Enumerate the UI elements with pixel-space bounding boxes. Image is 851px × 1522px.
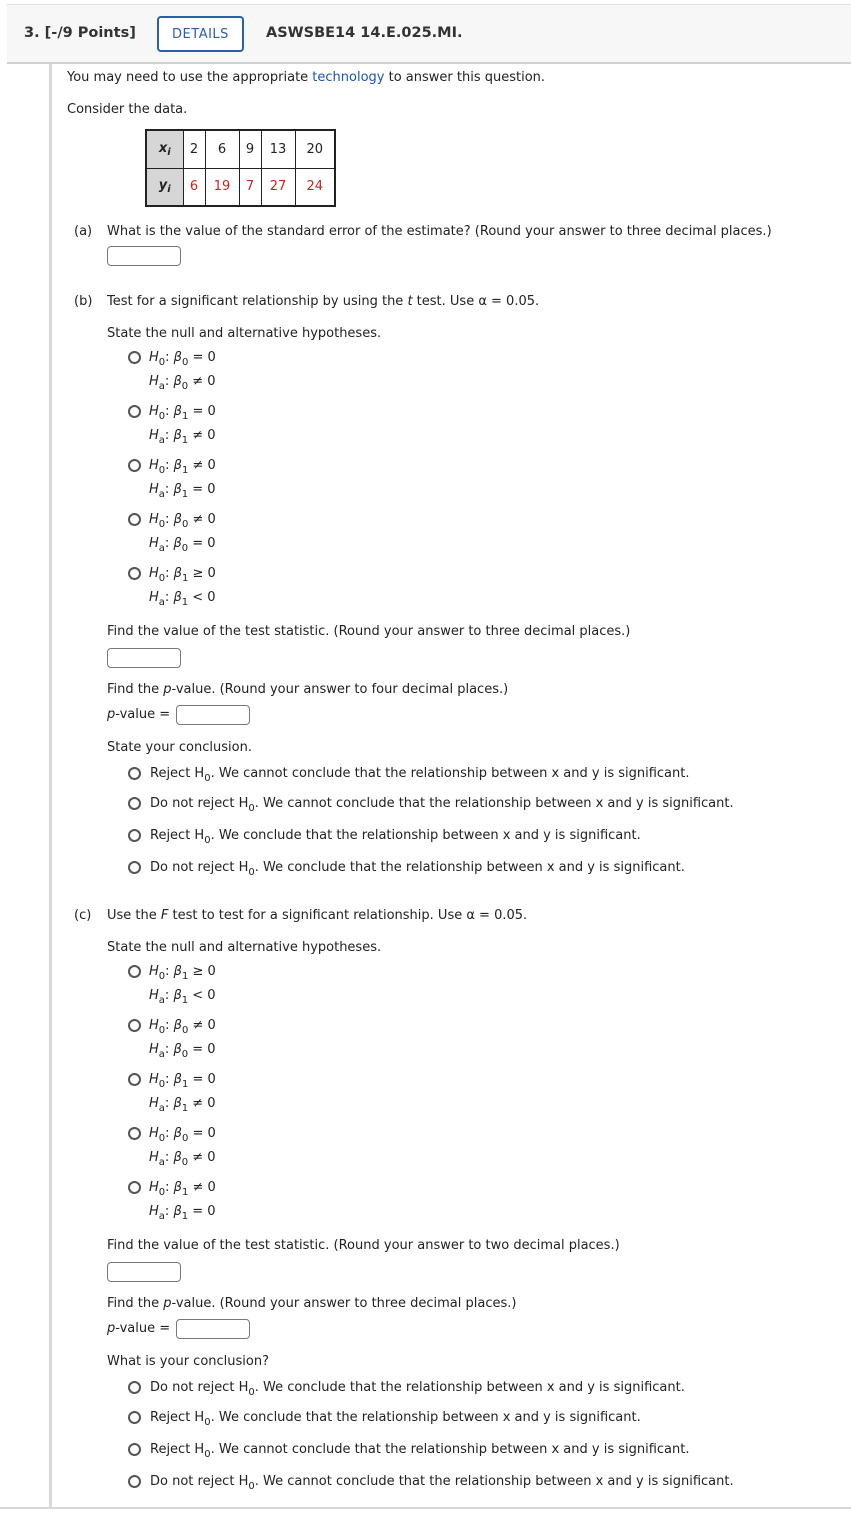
- part-b-p-question: Find the p-value. (Round your answer to four decimal places.): [107, 682, 509, 697]
- part-c-stat-question: Find the value of the test statistic. (Round your answer to two decimal places.): [107, 1238, 620, 1253]
- part-b-stat-question: Find the value of the test statistic. (Round your answer to three decimal places.): [107, 624, 631, 639]
- null-hypothesis: $H_0$: $\beta_1 \ne 0$: [149, 458, 216, 476]
- part-b-p-label: p-value =: [107, 707, 171, 722]
- technology-link[interactable]: technology: [312, 70, 385, 85]
- conclusion-option[interactable]: Reject $H_0$. We cannot conclude that the relationship between x and y is significant.: [150, 766, 690, 784]
- hypothesis-radio[interactable]: [128, 1073, 141, 1086]
- part-c-p-input[interactable]: [176, 1319, 250, 1339]
- part-b-conclusion-question: State your conclusion.: [107, 740, 252, 755]
- hypothesis-radio[interactable]: [128, 567, 141, 580]
- alternative-hypothesis: $H_a$: $\beta_0 = 0$: [149, 1042, 216, 1060]
- conclusion-option[interactable]: Do not reject $H_0$. We cannot conclude that the relationship between x and y is significant.: [150, 796, 734, 814]
- conclusion-radio[interactable]: [128, 767, 141, 780]
- x-label: $x_i$: [146, 130, 183, 168]
- hypothesis-radio[interactable]: [128, 1019, 141, 1032]
- x-row: [146, 130, 335, 168]
- conclusion-option[interactable]: Do not reject $H_0$. We conclude that the relationship between x and y is significant.: [150, 860, 685, 878]
- hypothesis-option[interactable]: [149, 401, 216, 449]
- alternative-hypothesis: $H_a$: $\beta_1 = 0$: [149, 482, 216, 500]
- conclusion-option[interactable]: Do not reject $H_0$. We cannot conclude that the relationship between x and y is significant.: [150, 1474, 734, 1492]
- alternative-hypothesis: $H_a$: $\beta_0 \ne 0$: [149, 1150, 216, 1168]
- hypothesis-radio[interactable]: [128, 513, 141, 526]
- hypothesis-radio[interactable]: [128, 405, 141, 418]
- y-label: $y_i$: [146, 168, 183, 206]
- alternative-hypothesis: $H_a$: $\beta_1 = 0$: [149, 1204, 216, 1222]
- hypothesis-radio[interactable]: [128, 351, 141, 364]
- y-cell: 27: [261, 168, 295, 206]
- part-c-state-hypotheses: State the null and alternative hypotheses.: [107, 940, 382, 955]
- problem-code: ASWSBE14 14.E.025.MI.: [266, 25, 463, 41]
- hypothesis-option[interactable]: [149, 961, 216, 1009]
- alternative-hypothesis: $H_a$: $\beta_1 < 0$: [149, 590, 216, 608]
- conclusion-option[interactable]: Do not reject $H_0$. We conclude that the relationship between x and y is significant.: [150, 1380, 685, 1398]
- consider-text: Consider the data.: [67, 102, 188, 117]
- null-hypothesis: $H_0$: $\beta_1 \ge 0$: [149, 566, 216, 584]
- hypothesis-radio[interactable]: [128, 965, 141, 978]
- x-cell: 20: [295, 130, 335, 168]
- hypothesis-radio[interactable]: [128, 459, 141, 472]
- y-cell: 19: [205, 168, 239, 206]
- hypothesis-radio[interactable]: [128, 1127, 141, 1140]
- null-hypothesis: $H_0$: $\beta_1 = 0$: [149, 1072, 216, 1090]
- details-button[interactable]: DETAILS: [157, 16, 244, 52]
- part-a-question: What is the value of the standard error of the estimate? (Round your answer to three decimal places.): [107, 224, 772, 239]
- part-c-label: (c): [74, 908, 92, 923]
- conclusion-radio[interactable]: [128, 797, 141, 810]
- conclusion-radio[interactable]: [128, 829, 141, 842]
- left-border: [49, 64, 52, 1509]
- hypothesis-option[interactable]: [149, 563, 216, 611]
- conclusion-option[interactable]: Reject $H_0$. We cannot conclude that the relationship between x and y is significant.: [150, 1442, 690, 1460]
- part-b-question: Test for a significant relationship by using the t test. Use α = 0.05.: [107, 294, 540, 309]
- hypothesis-option[interactable]: [149, 455, 216, 503]
- y-cell: 7: [239, 168, 261, 206]
- conclusion-option[interactable]: Reject $H_0$. We conclude that the relationship between x and y is significant.: [150, 828, 641, 846]
- part-b-state-hypotheses: State the null and alternative hypotheses.: [107, 326, 382, 341]
- null-hypothesis: $H_0$: $\beta_1 \ne 0$: [149, 1180, 216, 1198]
- alternative-hypothesis: $H_a$: $\beta_1 \ne 0$: [149, 428, 216, 446]
- question-number: 3. [-/9 Points]: [24, 25, 136, 41]
- alternative-hypothesis: $H_a$: $\beta_0 = 0$: [149, 536, 216, 554]
- y-cell: 24: [295, 168, 335, 206]
- part-b-label: (b): [74, 294, 93, 309]
- part-c-p-label: p-value =: [107, 1321, 171, 1336]
- intro-text: You may need to use the appropriate technology to answer this question.: [67, 70, 546, 85]
- conclusion-radio[interactable]: [128, 861, 141, 874]
- alternative-hypothesis: $H_a$: $\beta_0 \ne 0$: [149, 374, 216, 392]
- alternative-hypothesis: $H_a$: $\beta_1 < 0$: [149, 988, 216, 1006]
- x-cell: 13: [261, 130, 295, 168]
- hypothesis-radio[interactable]: [128, 1181, 141, 1194]
- part-b-p-input[interactable]: [176, 705, 250, 725]
- data-table: [145, 129, 336, 207]
- null-hypothesis: $H_0$: $\beta_1 \ge 0$: [149, 964, 216, 982]
- hypothesis-option[interactable]: [149, 1015, 216, 1063]
- null-hypothesis: $H_0$: $\beta_0 \ne 0$: [149, 1018, 216, 1036]
- y-cell: 6: [183, 168, 205, 206]
- bottom-border: [0, 1507, 851, 1509]
- question-header: [7, 4, 851, 64]
- null-hypothesis: $H_0$: $\beta_0 = 0$: [149, 1126, 216, 1144]
- conclusion-radio[interactable]: [128, 1381, 141, 1394]
- conclusion-option[interactable]: Reject $H_0$. We conclude that the relationship between x and y is significant.: [150, 1410, 641, 1428]
- null-hypothesis: $H_0$: $\beta_1 = 0$: [149, 404, 216, 422]
- part-c-conclusion-question: What is your conclusion?: [107, 1354, 269, 1369]
- hypothesis-option[interactable]: [149, 1069, 216, 1117]
- y-row: [146, 168, 335, 206]
- hypothesis-option[interactable]: [149, 1123, 216, 1171]
- part-c-question: Use the F test to test for a significant relationship. Use α = 0.05.: [107, 908, 528, 923]
- hypothesis-option[interactable]: [149, 1177, 216, 1225]
- alternative-hypothesis: $H_a$: $\beta_1 \ne 0$: [149, 1096, 216, 1114]
- null-hypothesis: $H_0$: $\beta_0 = 0$: [149, 350, 216, 368]
- part-b-stat-input[interactable]: [107, 648, 181, 668]
- x-cell: 9: [239, 130, 261, 168]
- x-cell: 2: [183, 130, 205, 168]
- null-hypothesis: $H_0$: $\beta_0 \ne 0$: [149, 512, 216, 530]
- conclusion-radio[interactable]: [128, 1475, 141, 1488]
- conclusion-radio[interactable]: [128, 1443, 141, 1456]
- x-cell: 6: [205, 130, 239, 168]
- hypothesis-option[interactable]: [149, 347, 216, 395]
- part-a-answer-input[interactable]: [107, 246, 181, 266]
- part-a-label: (a): [74, 224, 93, 239]
- hypothesis-option[interactable]: [149, 509, 216, 557]
- part-c-p-question: Find the p-value. (Round your answer to three decimal places.): [107, 1296, 517, 1311]
- conclusion-radio[interactable]: [128, 1411, 141, 1424]
- part-c-stat-input[interactable]: [107, 1262, 181, 1282]
